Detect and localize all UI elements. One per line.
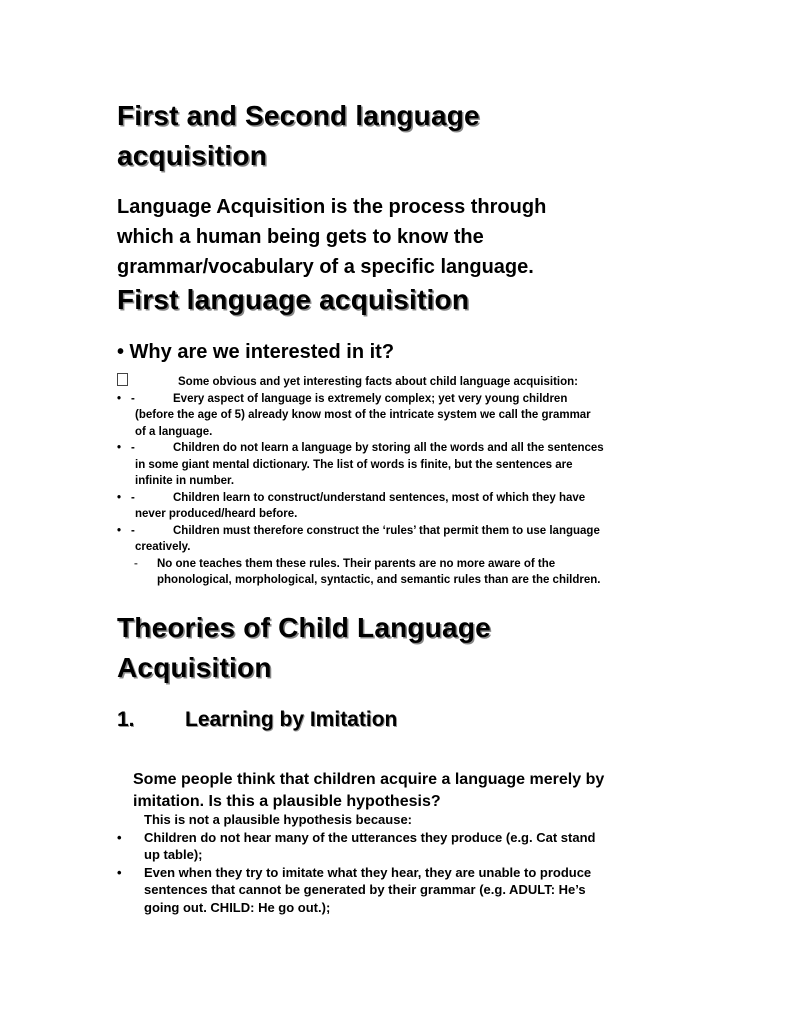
reasons-intro: This is not a plausible hypothesis because: bbox=[144, 812, 413, 827]
title-line: Acquisition bbox=[117, 652, 272, 683]
fact-text: Children must therefore construct the ‘rules’ that permit them to use language bbox=[173, 524, 600, 537]
fact-text: never produced/heard before. bbox=[135, 508, 298, 520]
theory-number: 1. bbox=[117, 708, 135, 731]
intro-line: grammar/vocabulary of a specific language. bbox=[117, 256, 534, 278]
facts-intro: Some obvious and yet interesting facts about child language acquisition: bbox=[178, 376, 579, 388]
fact-text: Children learn to construct/understand sentences, most of which they have bbox=[173, 491, 586, 504]
intro-paragraph bbox=[117, 192, 546, 282]
sub-fact-text: phonological, morphological, syntactic, and semantic rules than are the children. bbox=[157, 574, 601, 586]
fact-text: of a language. bbox=[135, 425, 213, 438]
bullet-icon: • bbox=[117, 392, 122, 405]
intro-line: which a human being gets to know the bbox=[117, 226, 484, 248]
dash-icon: - bbox=[131, 442, 135, 454]
fact-item bbox=[117, 391, 687, 441]
section-heading-first-language: First language acquisition bbox=[117, 284, 470, 315]
section-heading-theories bbox=[117, 608, 491, 688]
theory-title: Learning by Imitation bbox=[185, 708, 398, 731]
title-line: acquisition bbox=[117, 140, 267, 171]
dash-icon: - bbox=[131, 524, 135, 537]
fact-text: Every aspect of language is extremely complex; yet very young children bbox=[173, 392, 568, 405]
checkbox-glyph-icon bbox=[117, 373, 128, 386]
bullet-icon: • bbox=[117, 864, 122, 880]
dash-icon: - bbox=[131, 392, 135, 405]
reason-text: sentences that cannot be generated by their grammar (e.g. ADULT: He’s bbox=[144, 882, 586, 897]
dash-icon: - bbox=[131, 491, 135, 504]
fact-item bbox=[117, 440, 687, 490]
reason-text: Children do not hear many of the utterances they produce (e.g. Cat stand bbox=[144, 829, 596, 845]
fact-item bbox=[117, 490, 687, 523]
reason-text: Even when they try to imitate what they hear, they are unable to produce bbox=[144, 864, 592, 880]
fact-text: (before the age of 5) already know most of the intricate system we call the grammar bbox=[135, 409, 591, 421]
why-bullet: • Why are we interested in it? bbox=[117, 341, 395, 363]
reason-text: up table); bbox=[144, 847, 203, 862]
sub-fact-item bbox=[117, 556, 687, 589]
reasons-list bbox=[117, 811, 687, 916]
imitation-paragraph bbox=[133, 769, 604, 813]
dash-icon: - bbox=[134, 557, 138, 570]
reason-item bbox=[117, 829, 687, 864]
bullet-icon: • bbox=[117, 829, 122, 845]
fact-item bbox=[117, 523, 687, 556]
bullet-icon: • bbox=[117, 524, 122, 537]
reason-text: going out. CHILD: He go out.); bbox=[144, 899, 331, 915]
title-line: Theories of Child Language bbox=[117, 612, 491, 643]
theory-heading-imitation bbox=[117, 706, 397, 734]
fact-text: infinite in number. bbox=[135, 475, 235, 487]
reason-item bbox=[117, 864, 687, 917]
para-line: Some people think that children acquire a language merely by bbox=[133, 771, 605, 788]
intro-line: Language Acquisition is the process through bbox=[117, 196, 547, 218]
document-title bbox=[117, 96, 480, 176]
bullet-icon: • bbox=[117, 442, 122, 454]
fact-text: creatively. bbox=[135, 541, 191, 553]
bullet-icon: • bbox=[117, 491, 122, 504]
fact-text: in some giant mental dictionary. The list of words is finite, but the sentences are bbox=[135, 458, 573, 471]
para-line: imitation. Is this a plausible hypothesis? bbox=[133, 793, 441, 810]
title-line: First and Second language bbox=[117, 100, 480, 131]
sub-fact-text: No one teaches them these rules. Their parents are no more aware of the bbox=[157, 557, 556, 570]
facts-list bbox=[117, 373, 687, 589]
fact-text: Children do not learn a language by storing all the words and all the sentences bbox=[173, 442, 604, 454]
